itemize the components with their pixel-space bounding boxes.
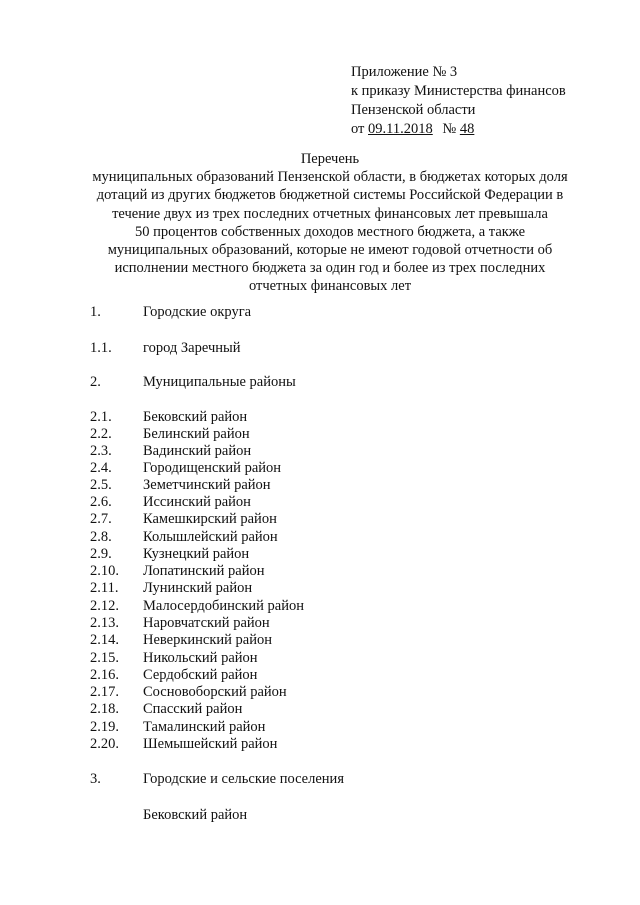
list-item <box>90 442 251 460</box>
list-item <box>90 735 277 753</box>
list-item <box>90 493 251 511</box>
list-item <box>90 683 287 701</box>
item-number: 2.16. <box>90 667 119 683</box>
appendix-line1: Приложение № 3 <box>351 64 458 80</box>
section-3 <box>90 770 344 788</box>
item-label: Колышлейский район <box>143 529 278 545</box>
section-label: Муниципальные районы <box>143 374 296 390</box>
appendix-line2: к приказу Министерства финансов <box>351 83 566 99</box>
list-item <box>90 528 278 546</box>
item-number: 2.3. <box>90 443 112 459</box>
item-number: 2.13. <box>90 615 119 631</box>
item-label: Неверкинский район <box>143 632 272 648</box>
list-item <box>90 476 271 494</box>
item-number: 2.17. <box>90 684 119 700</box>
list-item <box>90 425 250 443</box>
appendix-prefix: от <box>351 121 365 137</box>
section-2 <box>90 373 296 391</box>
section-number: 1. <box>90 304 101 320</box>
item-label: Городищенский район <box>143 460 282 476</box>
item-label: Бековский район <box>143 409 248 425</box>
list-item <box>90 545 249 563</box>
section-label: город Заречный <box>143 340 241 356</box>
item-number: 2.11. <box>90 580 119 596</box>
item-label: Белинский район <box>143 426 250 442</box>
item-label: Сосновоборский район <box>143 684 287 700</box>
item-number: 2.18. <box>90 701 119 717</box>
document-title <box>70 150 590 296</box>
item-number: 2.5. <box>90 477 112 493</box>
item-label: Сердобский район <box>143 667 258 683</box>
list-item <box>90 700 242 718</box>
item-label: Вадинский район <box>143 443 252 459</box>
item-label: Земетчинский район <box>143 477 271 493</box>
list-item <box>90 459 281 477</box>
title-line: исполнении местного бюджета за один год и более из трех последних <box>114 260 546 277</box>
item-label: Тамалинский район <box>143 719 266 735</box>
section-number: 3. <box>90 771 101 787</box>
title-line: течение двух из трех последних отчетных финансовых лет превышала <box>112 205 548 222</box>
appendix-line3: Пензенской области <box>351 102 476 118</box>
appendix-number: 48 <box>459 121 475 137</box>
item-label: Шемышейский район <box>143 736 278 752</box>
item-label: Никольский район <box>143 650 258 666</box>
appendix-header <box>351 63 566 139</box>
item-label: Спасский район <box>143 701 243 717</box>
item-number: 2.1. <box>90 409 112 425</box>
title-line: дотаций из других бюджетов бюджетной системы Российской Федерации в <box>96 187 564 204</box>
item-label: Иссинский район <box>143 494 251 510</box>
title-line: муниципальных образований Пензенской области, в бюджетах которых доля <box>92 169 568 186</box>
section-1 <box>90 303 251 321</box>
section-number: 1.1. <box>90 340 112 356</box>
item-number: 2.12. <box>90 598 119 614</box>
list-item <box>90 614 270 632</box>
item-number: 2.19. <box>90 719 119 735</box>
item-number: 2.9. <box>90 546 112 562</box>
item-label: Кузнецкий район <box>143 546 250 562</box>
section-label: Городские округа <box>143 304 252 320</box>
list-item <box>90 718 265 736</box>
item-number: 2.10. <box>90 563 119 579</box>
item-number: 2.4. <box>90 460 112 476</box>
list-item <box>90 631 272 649</box>
appendix-number-label: № <box>442 121 457 137</box>
item-number: 2.8. <box>90 529 112 545</box>
title-line: отчетных финансовых лет <box>248 278 412 295</box>
list-item <box>90 597 304 615</box>
item-label: Лопатинский район <box>143 563 265 579</box>
item-label: Лунинский район <box>143 580 253 596</box>
list-item <box>90 579 252 597</box>
list-item <box>90 649 258 667</box>
list-item <box>90 408 247 426</box>
subsection-label: Бековский район <box>143 807 248 823</box>
item-number: 2.7. <box>90 511 112 527</box>
title-heading: Перечень <box>300 151 360 167</box>
section-label: Городские и сельские поселения <box>143 771 344 787</box>
appendix-order-line <box>351 120 566 139</box>
item-number: 2.6. <box>90 494 112 510</box>
list-item <box>90 666 257 684</box>
item-number: 2.15. <box>90 650 119 666</box>
list-item <box>90 562 264 580</box>
list-item <box>90 510 277 528</box>
title-line: 50 процентов собственных доходов местного бюджета, а также <box>134 223 526 240</box>
appendix-date: 09.11.2018 <box>368 121 433 137</box>
section-number: 2. <box>90 374 101 390</box>
title-line: муниципальных образований, которые не имеют годовой отчетности об <box>107 242 553 259</box>
item-label: Наровчатский район <box>143 615 270 631</box>
item-number: 2.14. <box>90 632 119 648</box>
item-label: Камешкирский район <box>143 511 277 527</box>
item-number: 2.20. <box>90 736 119 752</box>
item-number: 2.2. <box>90 426 112 442</box>
section-1-1 <box>90 339 241 357</box>
item-label: Малосердобинский район <box>143 598 305 614</box>
